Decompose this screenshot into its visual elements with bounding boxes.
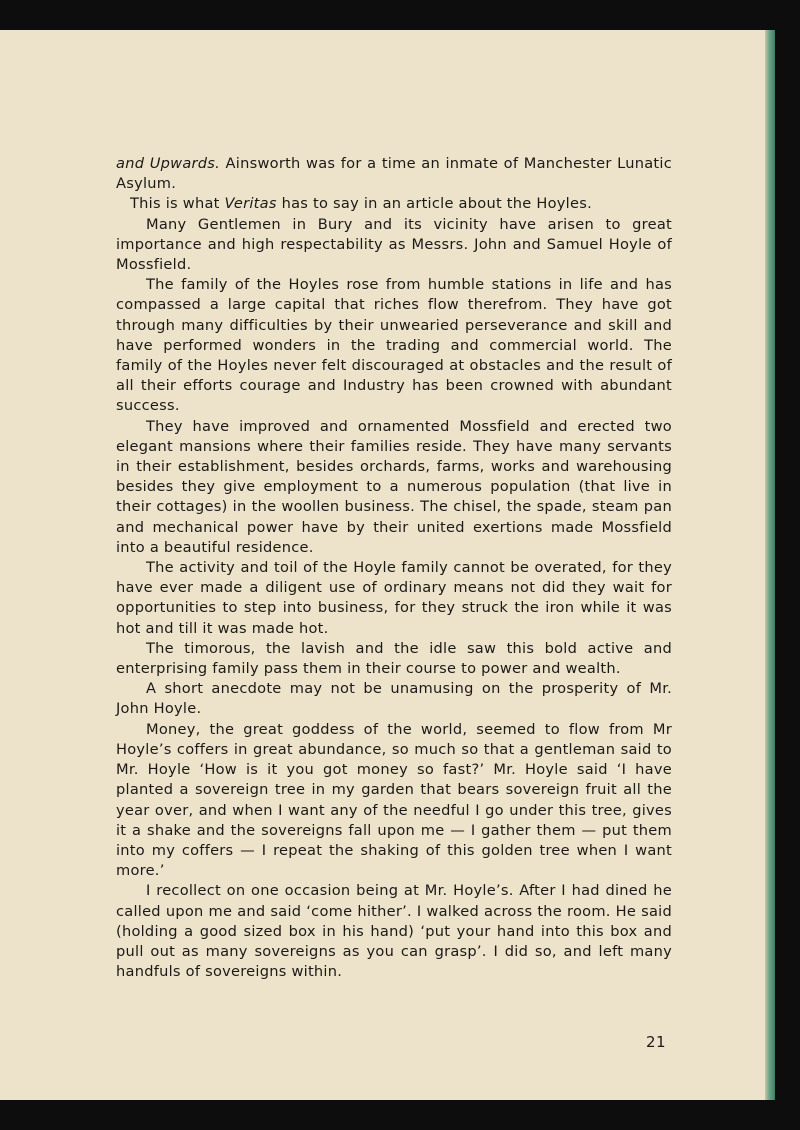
intro-text-pre: This is what — [130, 195, 225, 213]
paragraph: They have improved and ornamented Mossfield and erected two elegant mansions where their families reside. They have many servants in their establishment, besides orchards, farms, works and warehousing besides they give employment to a numerous population (that live in their cottages) in the woollen business. The chisel, the spade, steam pan and mechanical power have by their united exertions made Mossfield into a beautiful residence. — [116, 417, 672, 556]
book-page — [0, 30, 768, 1100]
paragraph: The family of the Hoyles rose from humble stations in life and has compassed a large capital that riches flow therefrom. They have got through many difficulties by their unwearied perseverance and skill and have performed wonders in the trading and commercial world. The family of the Hoyles never felt discouraged at obstacles and the result of all their efforts courage and Industry has been crowned with abundant success. — [116, 276, 672, 415]
opening-text: Ainsworth was for a time an inmate of Manchester Lunatic Asylum. — [116, 155, 672, 193]
intro-paragraph — [116, 194, 672, 214]
book-edge — [765, 30, 775, 1100]
veritas-italic: Veritas — [224, 195, 277, 213]
page-number: 21 — [646, 1033, 667, 1051]
body-text — [116, 154, 672, 982]
intro-text-post: has to say in an article about the Hoyles. — [276, 195, 592, 213]
paragraph: The timorous, the lavish and the idle saw this bold active and enterprising family pass them in their course to power and wealth. — [116, 639, 672, 678]
paragraph: The activity and toil of the Hoyle family cannot be overated, for they have ever made a diligent use of ordinary means not did they wait for opportunities to step into business, for they struck the iron while it was hot and till it was made hot. — [116, 559, 672, 637]
paragraph: Many Gentlemen in Bury and its vicinity have arisen to great importance and high respectability as Messrs. John and Samuel Hoyle of Mossfield. — [116, 215, 672, 274]
opening-paragraph — [116, 154, 672, 194]
paragraph: Money, the great goddess of the world, seemed to flow from Mr Hoyle’s coffers in great abundance, so much so that a gentleman said to Mr. Hoyle ‘How is it you got money so fast?’ Mr. Hoyle said ‘I have planted a sovereign tree in my garden that bears sovereign fruit all the year over, and when I want any of the needful I go under this tree, gives it a shake and the sovereigns fall upon me — I gather them — put them into my coffers — I repeat the shaking of this golden tree when I want more.’ — [116, 720, 672, 880]
paragraph: A short anecdote may not be unamusing on the prosperity of Mr. John Hoyle. — [116, 680, 672, 718]
opening-italic: and Upwards. — [116, 155, 221, 172]
paragraph: I recollect on one occasion being at Mr. Hoyle’s. After I had dined he called upon me and said ‘come hither’. I walked across the room. He said (holding a good sized box in his hand) ‘put your hand into this box and pull out as many sovereigns as you can grasp’. I did so, and left many handfuls of sovereigns within. — [116, 882, 672, 981]
